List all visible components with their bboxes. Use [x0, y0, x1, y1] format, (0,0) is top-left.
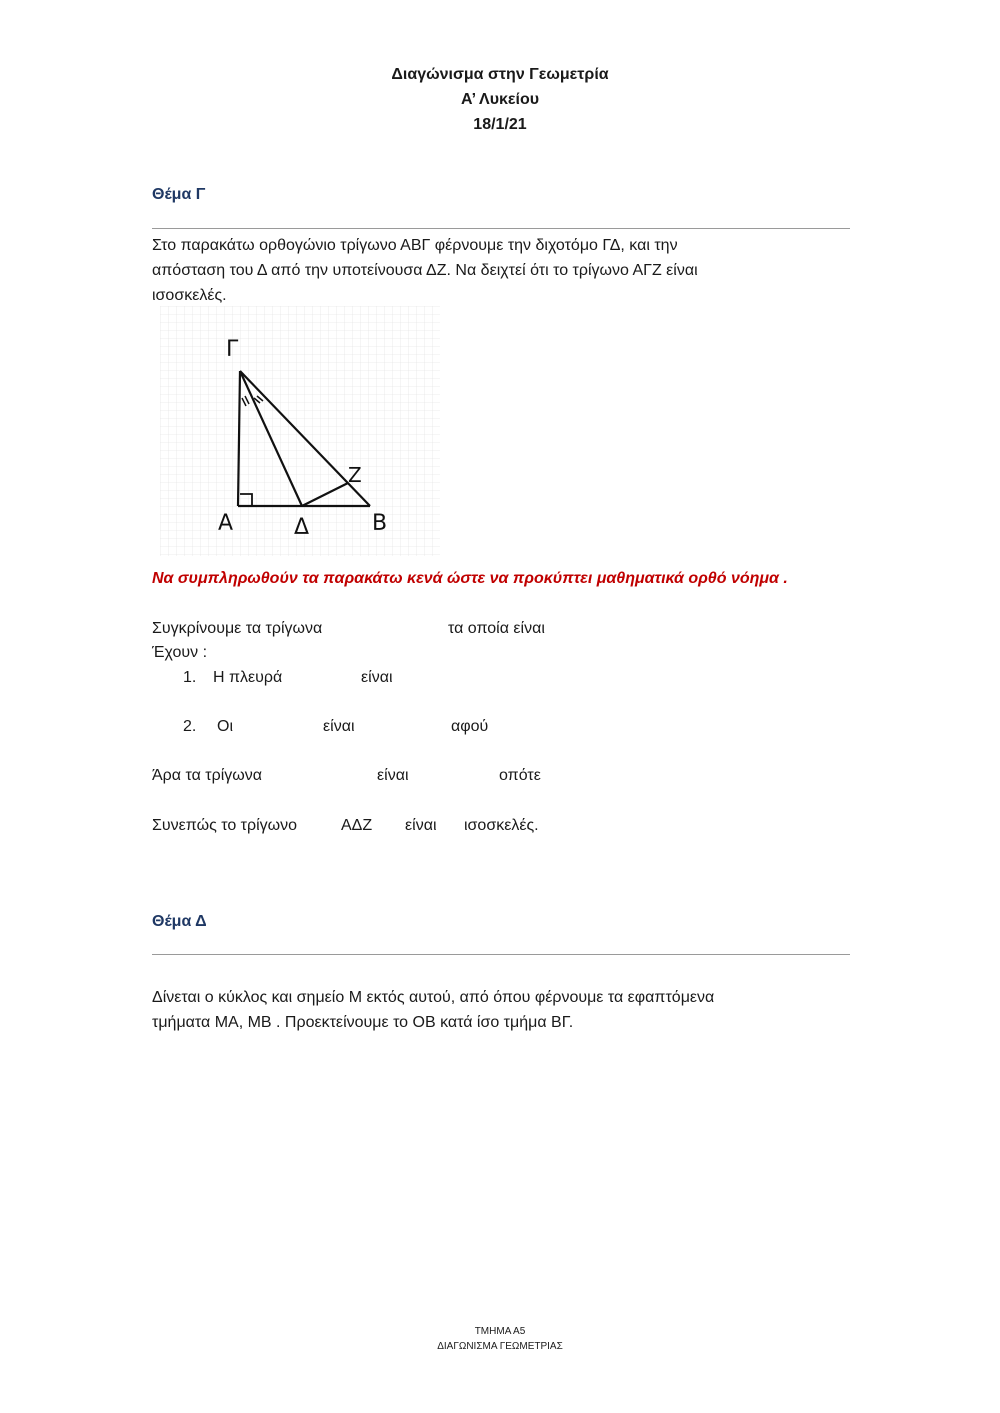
so-text-b: είναι [377, 767, 409, 784]
theme-c-title: Θέμα Γ [152, 186, 206, 203]
theme-d-statement-line1: Δίνεται ο κύκλος και σημείο Μ εκτός αυτού, από όπου φέρνουμε τα εφαπτόμενα [152, 989, 715, 1006]
item1-number: 1. [183, 669, 197, 686]
thus-text-d: ισοσκελές. [464, 817, 539, 834]
thus-text-a: Συνεπώς το τρίγωνο [152, 817, 298, 834]
item2-text-b: είναι [323, 718, 355, 735]
item2-text-a: Οι [217, 718, 233, 735]
compare-text-b: τα οποία είναι [448, 620, 545, 637]
theme-d-statement [152, 985, 832, 1035]
theme-d-statement-line2: τμήματα ΜΑ, ΜΒ . Προεκτείνουμε το ΟΒ κατά ίσο τμήμα ΒΓ. [152, 1014, 574, 1031]
item2-text-c: αφού [451, 718, 489, 735]
document-class: Α’ Λυκείου [460, 91, 540, 108]
vertex-label-b: Β [372, 511, 388, 536]
document-date: 18/1/21 [473, 116, 527, 133]
item2-number: 2. [183, 718, 197, 735]
theme-c-statement-line1: Στο παρακάτω ορθογώνιο τρίγωνο ΑΒΓ φέρνουμε την διχοτόμο ΓΔ, και την [152, 237, 678, 254]
theme-d-title: Θέμα Δ [152, 913, 207, 930]
document-header [0, 62, 1000, 137]
footer-line2: ΔΙΑΓΩΝΙΣΜΑ ΓΕΩΜΕΤΡΙΑΣ [437, 1341, 563, 1352]
triangle-figure [160, 306, 440, 556]
so-text-a: Άρα τα τρίγωνα [152, 767, 262, 784]
page-footer [0, 1324, 1000, 1354]
footer-line1: ΤΜΗΜΑ Α5 [474, 1326, 526, 1337]
vertex-label-d: Δ [294, 515, 310, 540]
theme-c-statement-line3: ισοσκελές. [152, 287, 227, 304]
compare-text-a: Συγκρίνουμε τα τρίγωνα [152, 620, 323, 637]
vertex-label-z: Ζ [348, 463, 362, 487]
so-text-c: οπότε [499, 767, 541, 784]
theme-c-statement [152, 233, 832, 308]
theme-c-divider [152, 228, 850, 229]
theme-c-statement-line2: απόσταση του Δ από την υποτείνουσα ΔΖ. Να δειχτεί ότι το τρίγωνο ΑΓΖ είναι [152, 262, 698, 279]
theme-d-divider [152, 954, 850, 955]
thus-text-b: ΑΔΖ [341, 817, 373, 834]
item1-text-a: Η πλευρά [213, 669, 283, 686]
item1-text-b: είναι [361, 669, 393, 686]
fill-blanks-instruction: Να συμπληρωθούν τα παρακάτω κενά ώστε να προκύπτει μαθηματικά ορθό νόημα . [152, 570, 788, 587]
document-title: Διαγώνισμα στην Γεωμετρία [391, 66, 609, 83]
have-label: Έχουν : [152, 644, 208, 661]
vertex-label-g: Γ [226, 337, 239, 362]
thus-text-c: είναι [405, 817, 437, 834]
vertex-label-a: Α [218, 511, 234, 536]
